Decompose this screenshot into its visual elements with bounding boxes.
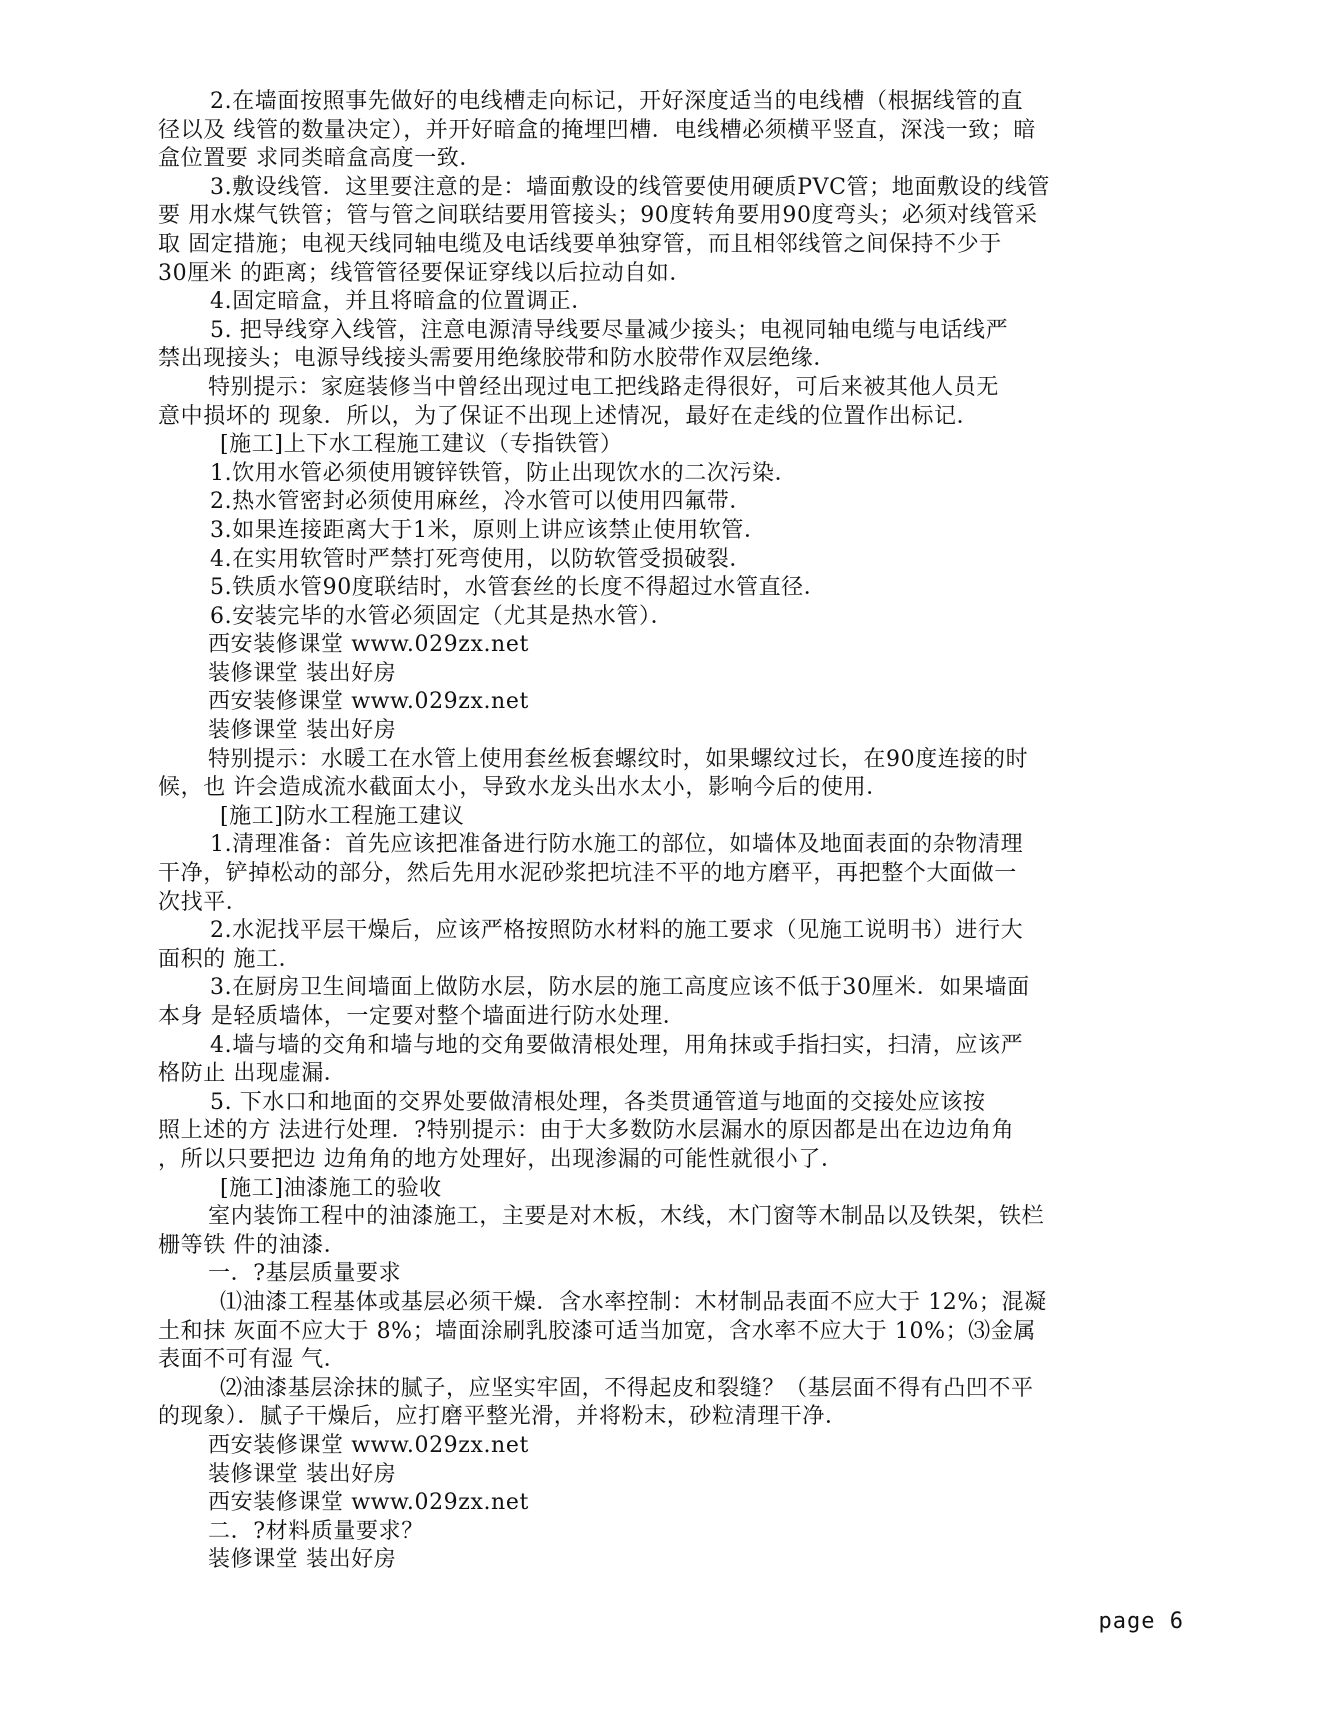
text-line: 6.安装完毕的水管必须固定（尤其是热水管）． <box>210 603 674 629</box>
text-line: 意中损坏的 现象．所以，为了保证不出现上述情况，最好在走线的位置作出标记． <box>158 403 980 429</box>
text-line: 室内装饰工程中的油漆施工，主要是对木板，木线，木门窗等木制品以及铁架，铁栏 <box>208 1204 1045 1230</box>
text-line: 装修课堂 装出好房 <box>208 1461 397 1487</box>
text-line: 径以及 线管的数量决定），并开好暗盒的掩埋凹槽．电线槽必须横平竖直，深浅一致；暗 <box>158 117 1036 143</box>
text-line: 二．?材料质量要求？ <box>208 1518 424 1544</box>
text-line: 特别提示：水暖工在水管上使用套丝板套螺纹时，如果螺纹过长，在90度连接的时 <box>208 746 1029 772</box>
text-line: 装修课堂 装出好房 <box>208 1547 397 1573</box>
text-line: 2.水泥找平层干燥后，应该严格按照防水材料的施工要求（见施工说明书）进行大 <box>210 918 1024 944</box>
text-line: 5. 下水口和地面的交界处要做清根处理，各类贯通管道与地面的交接处应该按 <box>210 1089 986 1115</box>
text-line: ，所以只要把边 边角角的地方处理好，出现渗漏的可能性就很小了． <box>158 1146 844 1172</box>
text-line: 1.清理准备：首先应该把准备进行防水施工的部位，如墙体及地面表面的杂物清理 <box>210 832 1024 858</box>
text-line: 取 固定措施；电视天线同轴电缆及电话线要单独穿管，而且相邻线管之间保持不少于 <box>158 231 1002 257</box>
text-line: 3.如果连接距离大于1米，原则上讲应该禁止使用软管． <box>210 517 767 543</box>
text-line: 栅等铁 件的油漆． <box>158 1232 347 1258</box>
text-line: 格防止 出现虚漏． <box>158 1061 347 1087</box>
text-line: 候，也 许会造成流水截面太小，导致水龙头出水太小，影响今后的使用． <box>158 775 889 801</box>
text-line: 本身 是轻质墙体，一定要对整个墙面进行防水处理． <box>158 1004 686 1029</box>
text-line: 装修课堂 装出好房 <box>208 660 397 686</box>
text-line: 3.在厨房卫生间墙面上做防水层，防水层的施工高度应该不低于30厘米．如果墙面 <box>210 975 1030 1001</box>
text-line: 盒位置要 求同类暗盒高度一致． <box>158 146 482 172</box>
text-line: 禁出现接头；电源导线接头需要用绝缘胶带和防水胶带作双层绝缘． <box>158 346 837 372</box>
text-line: 照上述的方 法进行处理．?特别提示：由于大多数防水层漏水的原因都是出在边边角角 <box>158 1118 1015 1144</box>
text-line: 1.饮用水管必须使用镀锌铁管，防止出现饮水的二次污染． <box>210 460 798 486</box>
document-body <box>158 88 1138 1575</box>
section-heading: [施工]防水工程施工建议 <box>220 803 465 829</box>
text-line: 表面不可有湿 气． <box>158 1347 347 1373</box>
text-line: 西安装修课堂 www.029zx.net <box>208 689 529 715</box>
text-line: 4.在实用软管时严禁打死弯使用，以防软管受损破裂． <box>210 546 752 572</box>
text-line: 2.热水管密封必须使用麻丝，冷水管可以使用四氟带． <box>210 489 752 515</box>
text-line: 5. 把导线穿入线管，注意电源清导线要尽量减少接头；电视同轴电缆与电话线严 <box>210 317 1009 343</box>
text-line: 特别提示：家庭装修当中曾经出现过电工把线路走得很好，可后来被其他人员无 <box>208 374 1000 400</box>
text-line: 干净，铲掉松动的部分，然后先用水泥砂浆把坑洼不平的地方磨平，再把整个大面做一 <box>158 861 1017 887</box>
text-line: 5.铁质水管90度联结时，水管套丝的长度不得超过水管直径． <box>210 575 827 601</box>
text-line: ⑵油漆基层涂抹的腻子，应坚实牢固，不得起皮和裂缝？（基层面不得有凸凹不平 <box>220 1375 1034 1401</box>
text-line: ⑴油漆工程基体或基层必须干燥．含水率控制：木材制品表面不应大于 12%；混凝 <box>220 1289 1047 1315</box>
text-line: 2.在墙面按照事先做好的电线槽走向标记，开好深度适当的电线槽（根据线管的直 <box>210 89 1024 114</box>
text-line: 30厘米 的距离；线管管径要保证穿线以后拉动自如． <box>158 260 692 286</box>
text-line: 西安装修课堂 www.029zx.net <box>208 1490 529 1516</box>
text-line: 要 用水煤气铁管；管与管之间联结要用管接头；90度转角要用90度弯头；必须对线管采 <box>158 203 1038 229</box>
text-line: 3.敷设线管．这里要注意的是：墙面敷设的线管要使用硬质PVC管；地面敷设的线管 <box>210 174 1050 200</box>
text-line: 4.固定暗盒，并且将暗盒的位置调正． <box>210 289 594 315</box>
section-heading: [施工]油漆施工的验收 <box>220 1175 442 1201</box>
text-line: 装修课堂 装出好房 <box>208 718 397 744</box>
page-number: page 6 <box>1098 1609 1184 1634</box>
text-line: 4.墙与墙的交角和墙与地的交角要做清根处理，用角抹或手指扫实，扫清，应该严 <box>210 1032 1024 1058</box>
text-line: 的现象）．腻子干燥后，应打磨平整光滑，并将粉末，砂粒清理干净． <box>158 1404 848 1430</box>
text-line: 西安装修课堂 www.029zx.net <box>208 1432 529 1458</box>
section-heading: [施工]上下水工程施工建议（专指铁管） <box>220 432 623 458</box>
text-line: 西安装修课堂 www.029zx.net <box>208 632 529 658</box>
text-line: 土和抹 灰面不应大于 8%；墙面涂刷乳胶漆可适当加宽，含水率不应大于 10%；⑶金属 <box>158 1318 1036 1344</box>
text-line: 一．?基层质量要求 <box>208 1261 402 1287</box>
text-line: 面积的 施工． <box>158 946 302 972</box>
text-line: 次找平． <box>158 889 249 915</box>
